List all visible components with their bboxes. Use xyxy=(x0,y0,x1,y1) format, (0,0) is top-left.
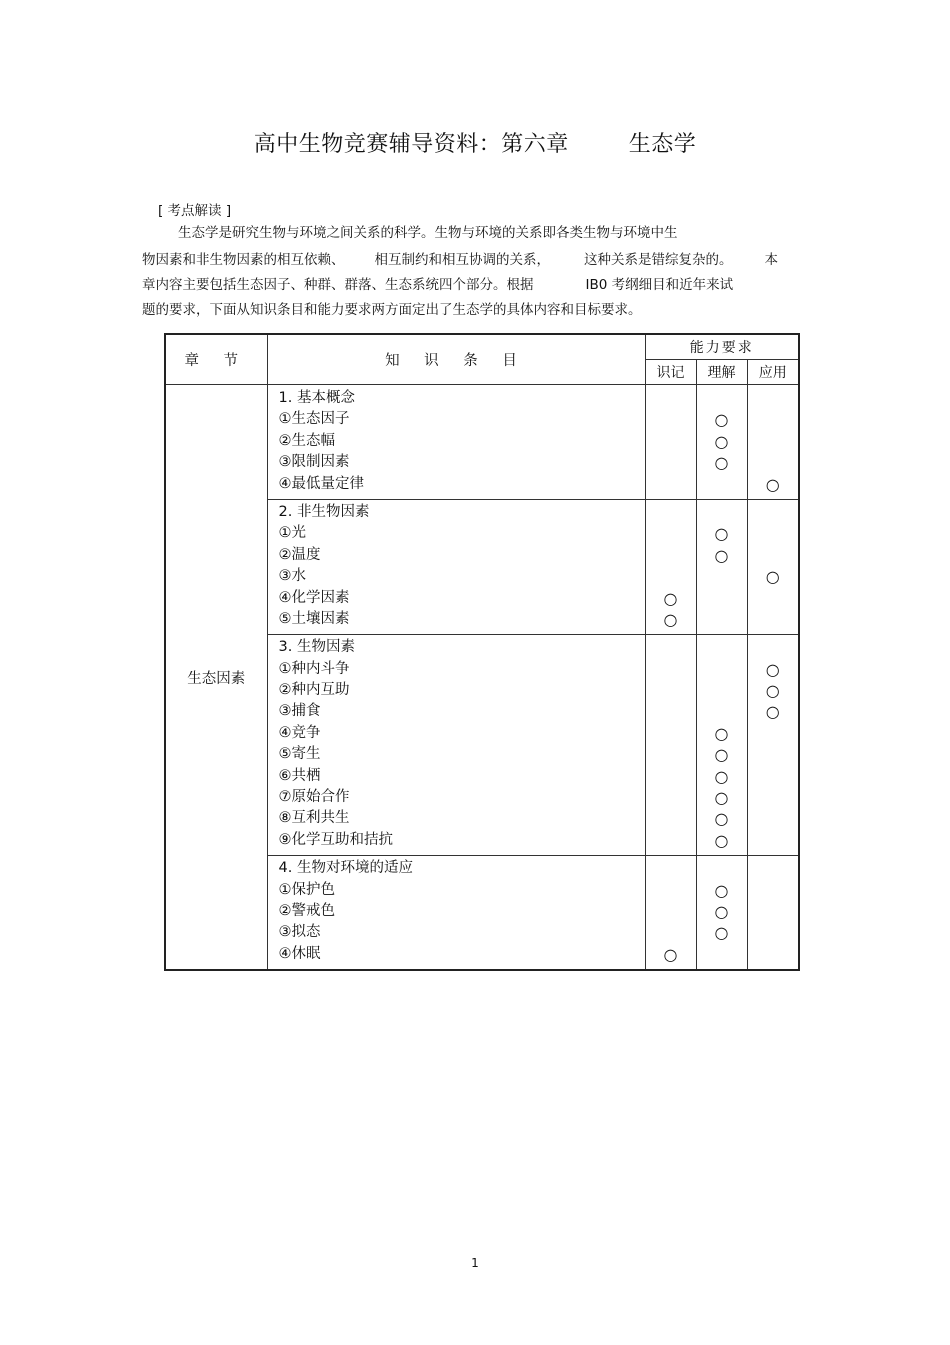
knowledge-table xyxy=(164,333,800,971)
para-line-3: 章内容主要包括生态因子、种群、群落、生态系统四个部分。根据 IB0 考纲细目和近年来试 xyxy=(142,277,734,293)
empty-mark xyxy=(646,680,696,701)
understand-column-cell xyxy=(696,856,747,970)
para-line-2: 物因素和非生物因素的相互依赖、 相互制约和相互协调的关系， 这种关系是错综复杂的。 本 xyxy=(142,252,778,268)
understand-column-cell xyxy=(696,499,747,634)
empty-mark xyxy=(748,637,799,658)
empty-mark xyxy=(646,858,696,879)
apply-column-cell xyxy=(747,856,799,970)
requirement-circle-icon: ○ xyxy=(714,766,729,786)
empty-mark xyxy=(748,787,799,808)
understand-column-cell xyxy=(696,635,747,856)
empty-mark xyxy=(646,409,696,430)
requirement-circle-icon: ○ xyxy=(714,809,729,829)
empty-mark xyxy=(646,388,696,409)
knowledge-item: ⑨化学互助和拮抗 xyxy=(278,831,393,848)
section-tag: [ 考点解读 ] xyxy=(158,203,232,219)
empty-mark xyxy=(697,659,747,680)
knowledge-item: ①保护色 xyxy=(278,881,335,898)
requirement-circle-icon: ○ xyxy=(714,545,729,565)
empty-mark xyxy=(748,766,799,787)
empty-mark xyxy=(646,502,696,523)
knowledge-item: ③捕食 xyxy=(278,703,321,720)
empty-mark xyxy=(646,431,696,452)
empty-mark xyxy=(697,609,747,630)
requirement-circle-icon: ○ xyxy=(663,609,678,629)
knowledge-item: ②警戒色 xyxy=(278,902,335,919)
empty-mark xyxy=(646,659,696,680)
memorize-column-cell xyxy=(645,856,696,970)
empty-mark xyxy=(697,701,747,722)
empty-mark xyxy=(748,830,799,851)
empty-mark xyxy=(748,388,799,409)
header-chapter: 章 节 xyxy=(165,334,267,385)
knowledge-item: ②种内互助 xyxy=(278,682,350,699)
empty-mark xyxy=(697,474,747,495)
empty-mark xyxy=(697,944,747,965)
knowledge-item: ③水 xyxy=(278,568,306,585)
requirement-circle-icon: ○ xyxy=(765,659,780,679)
requirement-circle-icon: ○ xyxy=(714,830,729,850)
header-ability: 能力要求 xyxy=(645,334,799,360)
table-row xyxy=(165,385,799,500)
empty-mark xyxy=(646,474,696,495)
empty-mark xyxy=(748,901,799,922)
empty-mark xyxy=(697,588,747,609)
empty-mark xyxy=(748,922,799,943)
requirement-circle-icon: ○ xyxy=(714,410,729,430)
empty-mark xyxy=(697,637,747,658)
empty-mark xyxy=(646,566,696,587)
empty-mark xyxy=(646,787,696,808)
empty-mark xyxy=(697,502,747,523)
knowledge-item: ⑥共栖 xyxy=(278,767,321,784)
empty-mark xyxy=(646,880,696,901)
empty-mark xyxy=(646,545,696,566)
empty-mark xyxy=(748,808,799,829)
title-sub: 生态学 xyxy=(628,132,697,157)
requirement-circle-icon: ○ xyxy=(714,524,729,544)
empty-mark xyxy=(748,880,799,901)
requirement-circle-icon: ○ xyxy=(714,745,729,765)
header-knowledge: 知 识 条 目 xyxy=(267,334,645,385)
empty-mark xyxy=(697,566,747,587)
empty-mark xyxy=(748,523,799,544)
empty-mark xyxy=(748,409,799,430)
group-heading: 1. 基本概念 xyxy=(278,390,355,406)
group-heading: 4. 生物对环境的适应 xyxy=(278,860,413,877)
knowledge-items-cell xyxy=(267,385,645,500)
chapter-cell: 生态因素 xyxy=(165,385,267,971)
apply-column-cell xyxy=(747,499,799,634)
knowledge-item: ②温度 xyxy=(278,546,321,563)
empty-mark xyxy=(646,766,696,787)
header-memorize: 识记 xyxy=(645,360,696,385)
knowledge-item: ①种内斗争 xyxy=(278,660,350,677)
empty-mark xyxy=(748,744,799,765)
requirement-circle-icon: ○ xyxy=(714,880,729,900)
knowledge-item: ③限制因素 xyxy=(278,454,350,471)
page-title xyxy=(0,127,950,158)
empty-mark xyxy=(748,431,799,452)
group-heading: 2. 非生物因素 xyxy=(278,503,370,520)
header-apply: 应用 xyxy=(747,360,799,385)
knowledge-items-cell xyxy=(267,499,645,634)
apply-column-cell xyxy=(747,635,799,856)
empty-mark xyxy=(697,858,747,879)
empty-mark xyxy=(646,637,696,658)
knowledge-item: ⑦原始合作 xyxy=(278,789,350,806)
empty-mark xyxy=(646,701,696,722)
memorize-column-cell xyxy=(645,635,696,856)
requirement-circle-icon: ○ xyxy=(714,923,729,943)
requirement-circle-icon: ○ xyxy=(714,453,729,473)
knowledge-item: ③拟态 xyxy=(278,924,321,941)
header-understand: 理解 xyxy=(696,360,747,385)
empty-mark xyxy=(646,901,696,922)
knowledge-item: ④竞争 xyxy=(278,724,321,741)
requirement-circle-icon: ○ xyxy=(663,588,678,608)
group-heading: 3. 生物因素 xyxy=(278,639,355,656)
knowledge-item: ②生态幅 xyxy=(278,432,335,449)
memorize-column-cell xyxy=(645,499,696,634)
empty-mark xyxy=(697,388,747,409)
empty-mark xyxy=(748,452,799,473)
knowledge-item: ④化学因素 xyxy=(278,589,350,606)
memorize-column-cell xyxy=(645,385,696,500)
knowledge-item: ④最低量定律 xyxy=(278,475,364,492)
empty-mark xyxy=(646,523,696,544)
knowledge-item: ④休眠 xyxy=(278,945,321,962)
knowledge-item: ⑤土壤因素 xyxy=(278,610,350,627)
knowledge-item: ①生态因子 xyxy=(278,411,350,428)
requirement-circle-icon: ○ xyxy=(663,944,678,964)
page-number: 1 xyxy=(471,1256,479,1270)
para-line-4: 题的要求，下面从知识条目和能力要求两方面定出了生态学的具体内容和目标要求。 xyxy=(142,302,642,318)
requirement-circle-icon: ○ xyxy=(765,681,780,701)
requirement-circle-icon: ○ xyxy=(714,723,729,743)
knowledge-item: ⑤寄生 xyxy=(278,746,321,763)
requirement-circle-icon: ○ xyxy=(714,901,729,921)
requirement-circle-icon: ○ xyxy=(765,474,780,494)
knowledge-items-cell xyxy=(267,635,645,856)
requirement-circle-icon: ○ xyxy=(765,702,780,722)
understand-column-cell xyxy=(696,385,747,500)
knowledge-item: ⑧互利共生 xyxy=(278,810,350,827)
empty-mark xyxy=(646,452,696,473)
empty-mark xyxy=(748,545,799,566)
para-line-1: 生态学是研究生物与环境之间关系的科学。生物与环境的关系即各类生物与环境中生 xyxy=(178,225,678,241)
empty-mark xyxy=(646,808,696,829)
knowledge-items-cell xyxy=(267,856,645,970)
apply-column-cell xyxy=(747,385,799,500)
empty-mark xyxy=(748,609,799,630)
knowledge-item: ①光 xyxy=(278,525,306,542)
empty-mark xyxy=(646,744,696,765)
empty-mark xyxy=(646,723,696,744)
empty-mark xyxy=(646,830,696,851)
empty-mark xyxy=(748,502,799,523)
requirement-circle-icon: ○ xyxy=(765,567,780,587)
empty-mark xyxy=(646,922,696,943)
empty-mark xyxy=(748,944,799,965)
title-main: 高中生物竞赛辅导资料：第六章 xyxy=(253,132,569,157)
requirement-circle-icon: ○ xyxy=(714,431,729,451)
empty-mark xyxy=(748,588,799,609)
empty-mark xyxy=(697,680,747,701)
empty-mark xyxy=(748,723,799,744)
empty-mark xyxy=(748,858,799,879)
requirement-circle-icon: ○ xyxy=(714,788,729,808)
